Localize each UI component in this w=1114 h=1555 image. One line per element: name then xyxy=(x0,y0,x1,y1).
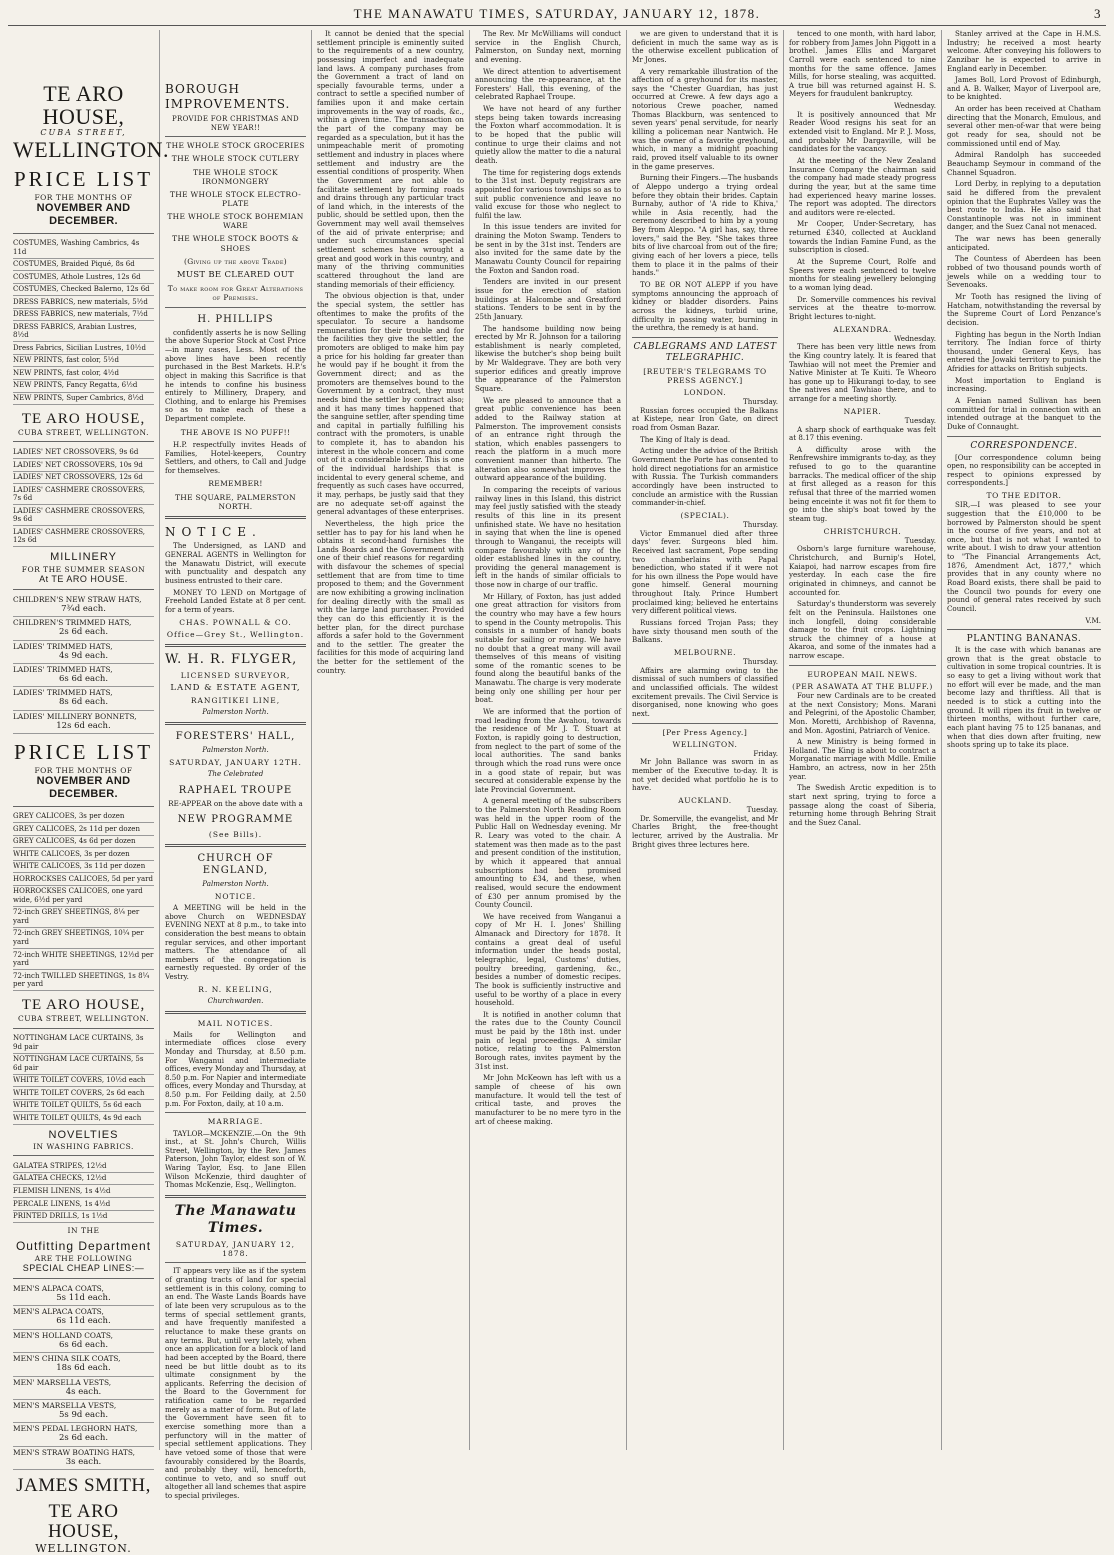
per-asawata: (PER ASAWATA AT THE BLUFF.) xyxy=(792,681,933,691)
price-item: PERCALE LINENS, 1s 4½d xyxy=(13,1198,154,1211)
outfit-item-price: 6s 11d each. xyxy=(56,1316,111,1327)
planting-bananas-heading: PLANTING BANANAS. xyxy=(966,634,1082,645)
correspondence-note: [Our correspondence column being open, no responsibility can be accepted in respect to opinions expressed by correspondents.] xyxy=(947,452,1101,488)
stock-list xyxy=(165,141,306,252)
christchurch-heading: CHRISTCHURCH. xyxy=(823,526,902,536)
rangitikei: RANGITIKEI LINE, xyxy=(190,696,281,706)
editorial-p1: It cannot be denied that the special settlement principle is eminently suited to the requirements of a new country, possessing imperfect and inadequate land laws. A company purchases from the Government a tract of land on specially favourable terms, under a contract to settle a specified number of families upon it and make certain improvements in the way of roads, &c., within a given time. The transaction on the part of the company may be regarded as a speculation, but it has the unimpeachable merit of promoting settlement and industry in places where settlement and industry are the essential conditions of prosperity. When the Government are not able to facilitate settlement by forming roads and drains through any particular tract of land which, in the interests of the public, should be settled upon, then the Government may well avail themselves of the aid of private enterprise; and under such circumstances special settlement schemes have wrought a great and good work in this country, and many of the thriving communities scattered throughout the land are standing memorials of their efficiency. xyxy=(317,29,464,289)
at-shop: At TE ARO HOUSE. xyxy=(39,573,128,584)
outfit-item-price: 5s 11d each. xyxy=(56,1292,111,1303)
outfit-item-price: 5s 9d each. xyxy=(58,1409,109,1420)
price-item: FLEMISH LINENS, 1s 4½d xyxy=(13,1185,154,1198)
outfit-item-price: 18s 6d each. xyxy=(56,1363,111,1374)
price-list-2 xyxy=(13,446,154,547)
news-p9: In comparing the receipts of various railway lines in this Island, this district may feel justly satisfied with the steady results of this line in its present unfinished state. We have no hesitation in saying that when the line is opened through to Wanganui, the receipts will compare favourably with any of the older established lines in the country, providing the general management is left in the hands of similar officials to those now in charge of our traffic. xyxy=(475,485,621,590)
price-list-1 xyxy=(13,238,154,405)
c7-p11: A Fenian named Sullivan has been committed for trial in connection with an intended outrage at the banquet to the Duke of Connaught. xyxy=(947,395,1101,431)
hat-item-label: LADIES' TRIMMED HATS, xyxy=(13,664,113,674)
c6-day-1: Wednesday. xyxy=(894,101,936,111)
price-item: WHITE TOILET QUILTS, 5s 6d each xyxy=(13,1100,154,1113)
price-item: DRESS FABRICS, new materials, 5½d xyxy=(13,296,154,309)
price-item: NOTTINGHAM LACE CURTAINS, 5s 6d pair xyxy=(13,1054,154,1075)
c5-p4: TO BE OR NOT ALEPP if you have symptoms announcing the approach of kidney or bladder disorders. Pains across the kidneys, turbid urine, difficulty in passing water, burning in the urethra, the remedy is at hand. xyxy=(632,279,778,333)
hat-item-label: LADIES' TRIMMED HATS, xyxy=(13,641,113,651)
price-item: LADIES' CASHMERE CROSSOVERS, 9s 6d xyxy=(13,505,154,526)
firm-office: Office—Grey St., Wellington. xyxy=(166,629,305,639)
washing-heading: IN WASHING FABRICS. xyxy=(33,1142,134,1152)
price-item: WHITE TOILET COVERS, 10½d each xyxy=(13,1075,154,1088)
leader-dateline: SATURDAY, JANUARY 12, 1878. xyxy=(175,1240,296,1259)
phillips-name: H. PHILLIPS xyxy=(197,313,274,325)
outfit-item-label: MEN'S ALPACA COATS, xyxy=(13,1307,104,1317)
giving-up: (Giving up the above Trade) xyxy=(183,256,288,266)
price-item: 72-inch GREY SHEETINGS, 8¼ per yard xyxy=(13,907,154,928)
land-agent: LAND & ESTATE AGENT, xyxy=(170,682,301,693)
news-p13: We have received from Wanganui a copy of Mr H. I. Jones' Shilling Almanack and Directory for 1878. It contains a great deal of useful information under the heads postal, telegraphic, legal, Customs' duties, poultry breeding, gardening, &c., besides a number of domestic recipes. The book is sufficiently instructive and useful to be worthy of a place in every household. xyxy=(475,911,621,1008)
c6-p9: A difficulty arose with the Renfrewshire immigrants to-day, as they refused to go to the quarantine barracks. The medical officer of the ship at first alleged as a reason for this refusal that three of the married women being enceinte it was not fit for them to go into the ship's boat towed by the steam tug. xyxy=(789,444,936,523)
special-l4: Victor Emmanuel died after three days' fever. Surgeons bled him. Received last sacrament, Pope sending two chamberlains with Papal benediction, who stated if it were not for his own illness the Pope would have gone himself. General mourning throughout Italy. Prince Humbert proclaimed king; believed he entertains very different political views. xyxy=(632,528,778,616)
mail-text: Mails for Wellington and intermediate offices close every Monday and Thursday, at 8.50 p.m. For Wanganui and intermediate offices, every Monday and Thursday, at 8.50 p.m. For Napier and intermediate offices, every Monday and Thursday, at 8.50 p.m. For Feilding daily, at 2.50 p.m. For Foxton, daily, at 10 a.m. xyxy=(165,1029,307,1108)
news-p3: We have not heard of any further steps being taken towards increasing the Foxton wharf accommodation. It is to be hoped that the public will continue to urge their claims and not quietly allow the matter to die a natural death. xyxy=(475,104,621,165)
news-p6: Tenders are invited in our present issue for the erection of station buildings at Halcombe and Greatford stations. Tenders to be sent in by the 25th January. xyxy=(475,277,621,321)
c7-p6: The war news has been generally anticipated. xyxy=(947,234,1101,252)
column-6-news xyxy=(784,30,942,1450)
c7-p1: Stanley arrived at the Cape in H.M.S. Industry; he received a most hearty welcome. After conveying his followers to Zanzibar he is expected to arrive in England early in December. xyxy=(947,29,1101,73)
re-appear: RE-APPEAR on the above date with a xyxy=(168,798,303,808)
news-p14: It is notified in another column that the rates due to the County Council must be paid by the 18th inst. under pain of legal proceedings. A similar notice, relating to the Palmerston Borough rates, invites payment by the 31st inst. xyxy=(475,1009,621,1071)
hat-item-label: CHILDREN'S NEW STRAW HATS, xyxy=(13,594,142,604)
price-item: NEW PRINTS, fast color, 5½d xyxy=(13,355,154,368)
column-1-advertisement xyxy=(8,30,169,1555)
price-item: 72-inch TWILLED SHEETINGS, 1s 8¼ per yard xyxy=(13,970,154,991)
must-clear: MUST BE CLEARED OUT xyxy=(176,269,295,280)
price-item: WHITE CALICOES, 3s 11d per dozen xyxy=(13,861,154,874)
newspaper-title: The Manawatu Times. xyxy=(174,1203,297,1237)
price-item: 72-inch WHITE SHEETINGS, 12½d per yard xyxy=(13,949,154,970)
price-item: PRINTED DRILLS, 1s 1½d xyxy=(13,1211,154,1224)
hat-item-price: 12s 6d each. xyxy=(56,720,111,731)
melbourne-day: Thursday. xyxy=(743,657,778,667)
price-item: HORROCKSES CALICOES, 5d per yard xyxy=(13,873,154,886)
hat-item-price: 6s 6d each. xyxy=(58,673,109,684)
outfit-item xyxy=(13,1400,154,1423)
price-item: DRESS FABRICS, Arabian Lustres, 8½d xyxy=(13,321,154,342)
for-season: FOR THE SUMMER SEASON xyxy=(21,564,146,574)
price-item: LADIES' NET CROSSOVERS, 10s 9d xyxy=(13,459,154,472)
stock-item: THE WHOLE STOCK CUTLERY xyxy=(171,154,300,164)
page-number: 3 xyxy=(1094,6,1102,21)
london-l2: The King of Italy is dead. xyxy=(640,434,731,444)
to-the-editor: TO THE EDITOR. xyxy=(986,491,1062,501)
auckland-heading: AUCKLAND. xyxy=(678,796,732,806)
outfit-item-price: 2s 6d each. xyxy=(58,1433,109,1444)
column-7-news xyxy=(942,30,1106,1450)
ad-shop-sub-3: CUBA STREET, WELLINGTON. xyxy=(17,1014,150,1024)
price-item: LADIES' NET CROSSOVERS, 12s 6d xyxy=(13,472,154,485)
hat-item-price: 8s 6d each. xyxy=(58,697,109,708)
wellington-day: Friday. xyxy=(753,748,778,758)
special-heading: (SPECIAL). xyxy=(680,510,730,520)
column-4-local-news xyxy=(470,30,627,1450)
church-notice: NOTICE. xyxy=(214,891,257,901)
wellington-l7: Mr John Ballance was sworn in as member of the Executive to-day. It is not yet decided what portfolio he is to have. xyxy=(632,757,778,793)
c6-p5: At the Supreme Court, Rolfe and Speers were each sentenced to twelve months for stealing jewellery belonging to a woman lying dead. xyxy=(789,257,936,292)
c5-p1: we are given to understand that it is deficient in much the same way as is the otherwise excellent publication of Mr Jones. xyxy=(632,29,778,64)
stock-item: THE WHOLE STOCK BOOTS & SHOES xyxy=(172,234,299,253)
outfit-item-label: MEN'S HOLLAND COATS, xyxy=(13,1330,113,1340)
price-item: GREY CALICOES, 4s 6d per dozen xyxy=(13,836,154,849)
c6-p13: A new Ministry is being formed in Holland. The King is about to contract a Morganatic marriage with Mdlle. Emilie Hambro, an actress, now in her 25th year. xyxy=(789,737,936,781)
news-p12: A general meeting of the subscribers to the Palmerston North Reading Room was held in the upper room of the Public Hall on Wednesday evening. Mr R. Leary was voted to the chair. A statement was then made as to the past and present condition of the institution, by which it appeared that annual subscriptions had been promised amounting to £34, and these, when realised, would secure the endowment of £30 per annum promised by the County Council. xyxy=(475,796,621,910)
c6-day-2: Wednesday. xyxy=(894,333,936,343)
c6-p4: Mr Cooper, Under-Secretary, has returned £340, collected at Auckland towards the Indian Famine Fund, as the subscription is closed. xyxy=(789,219,936,255)
london-l3: Acting under the advice of the British Government the Porte has consented to hold direct negotiations for an armistice with Russia. The Turkish commanders accordingly have been instructed to conclude an armistice with the Russian commander-in-chief. xyxy=(632,446,778,508)
c7-p3: An order has been received at Chatham directing that the Monarch, Emulous, and several other men-of-war that were being got ready for sea, should not be commissioned until end of May. xyxy=(947,104,1101,148)
news-p4: The time for registering dogs extends to the 31st inst. Deputy registrars are appointed for various townships so as to suit public convenience and leave no valid excuse for those who neglect to fulfil the law. xyxy=(475,167,621,220)
c7-p8: Mr Tooth has resigned the living of Hatcham, notwithstanding the reversal by the Supreme Court of Lord Penzance's decision. xyxy=(947,291,1101,327)
outfit-item-label: MEN'S PEDAL LEGHORN HATS, xyxy=(13,1424,138,1434)
price-item: Dress Fabrics, Sicilian Lustres, 10½d xyxy=(13,342,154,355)
news-p2: We direct attention to advertisement announcing the re-appearance, at the Foresters' Hall, this evening, of the celebrated Raphael Troupe. xyxy=(475,66,621,102)
letter-text: SIR,—I was pleased to see your suggestion that the £10,000 to be borrowed by Palmerston should be spent in the course of five years, and not at once, but that is not what I wanted to write about. I wish to draw your attention to "The Financial Arrangements Act, 1876, Amendment Act, 1877," which provides that in any county where no Road Board exists, there shall be paid to the Council two pounds for every one pound of general rates received by such Council. xyxy=(947,500,1101,613)
millinery-heading: MILLINERY xyxy=(50,551,117,564)
mail-heading: MAIL NOTICES. xyxy=(197,1018,274,1028)
surveyor: LICENSED SURVEYOR, xyxy=(180,670,291,680)
outfit-item xyxy=(13,1447,154,1470)
hat-item xyxy=(13,617,154,640)
napier-heading: NAPIER. xyxy=(843,406,882,416)
hat-item-label: CHILDREN'S TRIMMED HATS, xyxy=(13,618,132,628)
are-the: ARE THE FOLLOWING xyxy=(34,1253,133,1263)
news-p11: We are informed that the portion of road leading from the Awahou, towards the residence of Mr J. T. Stuart at Foxton, is rapidly going to destruction, from neglect to the part of some of the local authorities. The sand banks through which the road runs were once in a good state of repair, but was secured at considerable expense by the late Provincial Government. xyxy=(475,707,621,794)
ad-shop-name-3: TE ARO HOUSE, xyxy=(21,997,146,1014)
c6-p10: Osborn's large furniture warehouse, Christchurch, and Burnip's Hotel, Kaiapoi, had narrow escapes from fire yesterday. In each case the fire originated in chimneys, and cannot be accounted for. xyxy=(789,544,936,597)
no-puff: THE ABOVE IS NO PUFF!! xyxy=(180,427,291,437)
column-2-notices xyxy=(160,30,312,1501)
c6-day-3: Tuesday. xyxy=(904,415,936,425)
outfit-item xyxy=(13,1330,154,1353)
news-p1: The Rev. Mr McWilliams will conduct service in the English Church, Palmerston, on Sunday next, morning and evening. xyxy=(475,29,621,64)
c7-p10: Most importation to England is increasing. xyxy=(947,375,1101,394)
hat-item-label: LADIES' TRIMMED HATS, xyxy=(13,688,113,698)
c6-p3: At the meeting of the New Zealand Insurance Company the chairman said the company had made steady progress during the year, but at the same time had experienced heavy marine losses. The report was adopted. The directors and auditors were re-elected. xyxy=(789,155,936,217)
price-item: GALATEA CHECKS, 12½d xyxy=(13,1173,154,1186)
c6-p7: There has been very little news from the King country lately. It is feared that Tawhiao will not meet the Premier and Native Minister at Te Kuiti. Te Wheoro has gone up to Hikurangi to-day, to see the natives and Tawhiao there, and to arrange for a meeting shortly. xyxy=(789,342,936,404)
c6-p8: A sharp shock of earthquake was felt at 8.17 this evening. xyxy=(789,424,936,443)
remember: REMEMBER! xyxy=(208,479,263,489)
melbourne-l6: Affairs are alarming owing to the dismissal of such numbers of classified and unclassified officials. The wildest excitement prevails. The Civil Service is disorganised, none knowing who goes next. xyxy=(632,665,778,718)
c6-p12: Four new Cardinals are to be created at the next Consistory; Mons. Marani and Pelegrini, of the Apostolic Chamber, Mon. Moretti, Archbishop of Ravenna, and Mon. Agostini, Patriarch of Venice. xyxy=(789,690,936,735)
outfit-item-price: 4s each. xyxy=(65,1386,102,1397)
outfit-item-label: MEN'S ALPACA COATS, xyxy=(13,1283,104,1293)
news-p8: We are pleased to announce that a great public convenience has been added to the Railway station at Palmerston. The improvement consists of an entrance right through the station, which enables passengers to reach the platform in a much more convenient manner than hitherto. The alteration also somewhat improves the outward appearance of the building. xyxy=(475,395,621,483)
hat-item xyxy=(13,711,154,734)
proprietor-name: JAMES SMITH, xyxy=(16,1475,151,1497)
foresters-sub: Palmerston North. xyxy=(202,745,269,755)
outfit-item xyxy=(13,1423,154,1446)
special-lines: SPECIAL CHEAP LINES:— xyxy=(22,1262,145,1273)
c7-p9: Fighting has begun in the North Indian territory. The Indian force of thirty thousand, under General Keys, has entered the Jowaki territory to punish the Afridies for attacks on British subjects. xyxy=(947,329,1101,374)
new-programme: NEW PROGRAMME xyxy=(177,814,294,826)
stock-item: THE WHOLE STOCK IRONMONGERY xyxy=(193,167,278,186)
news-p7: The handsome building now being erected by Mr R. Johnson for a tailoring establishment is nearly completed, likewise the butcher's shop being built by Mr Waldegrave. They are both very superior edifices and greatly improve the appearance of the Palmerston Square. xyxy=(475,323,621,393)
outfit-item-price: 3s each. xyxy=(65,1456,102,1467)
price-list-heading-2: PRICE LIST xyxy=(13,740,154,765)
ad-street: CUBA STREET, xyxy=(40,128,127,138)
price-item: COSTUMES, Checked Balerno, 12s 6d xyxy=(13,284,154,297)
c6-day-4: Tuesday. xyxy=(904,535,936,545)
price-list-5 xyxy=(13,1160,154,1223)
price-item: NEW PRINTS, Super Cambrics, 8½d xyxy=(13,393,154,406)
months-heading: NOVEMBER AND DECEMBER. xyxy=(36,201,131,228)
outfit-item xyxy=(13,1306,154,1329)
c6-p11: Saturday's thunderstorm was severely felt on the Peninsula. Hailstones one inch longfell, doing considerable damage to the fruit crops. Lightning struck the chimney of a house at Akaroa, and some of the inmates had a narrow escape. xyxy=(789,599,936,661)
price-item: LADIES' NET CROSSOVERS, 9s 6d xyxy=(13,446,154,459)
wellington-heading: WELLINGTON. xyxy=(672,739,738,749)
news-p5: In this issue tenders are invited for draining the Moton Swamp. Tenders to be sent in by the 31st inst. Tenders are also invited for the same date by the Manawatu County Council for repairing the Foxton and Sandon road. xyxy=(475,222,621,275)
price-list-heading: PRICE LIST xyxy=(13,167,154,192)
see-bills: (See Bills). xyxy=(208,829,263,839)
c6-p14: The Swedish Arctic expedition is to start next spring, trying to force a passage along the coast of Siberia, returning home through Behring Strait and the Suez Canal. xyxy=(789,783,936,827)
outfit-item xyxy=(13,1377,154,1400)
reuter-note: [REUTER'S TELEGRAMS TO PRESS AGENCY.] xyxy=(643,366,767,385)
c6-p6: Dr. Somerville commences his revival services at the theatre to-morrow. Bright lectures to-night. xyxy=(789,294,936,321)
price-item: NEW PRINTS, fast color, 4½d xyxy=(13,367,154,380)
notice-text: The Undersigned, as LAND and GENERAL AGENTS in Wellington for the Manawatu District, will execute with punctuality and despatch any business entrusted to their care. xyxy=(165,541,306,586)
special-day: Thursday. xyxy=(743,519,778,529)
c7-p7: The Countess of Aberdeen has been robbed of two thousand pounds worth of jewels while on a wedding tour to Sevenoaks. xyxy=(947,254,1101,290)
hat-item-price: 4s 9d each. xyxy=(58,650,109,661)
money-text: MONEY TO LEND on Mortgage of Freehold Landed Estate at 8 per cent. for a term of years. xyxy=(165,587,306,614)
price-item: GREY CALICOES, 3s per dozen xyxy=(13,811,154,824)
church-sub: Palmerston North. xyxy=(202,879,269,889)
stock-item: THE WHOLE STOCK GROCERIES xyxy=(166,141,305,151)
price-item: GREY CALICOES, 2s 11d per dozen xyxy=(13,823,154,836)
london-day-1: Thursday. xyxy=(743,397,778,407)
c7-p4: Admiral Randolph has succeeded Beauchamp Seymour in command of the Channel Squadron. xyxy=(947,150,1101,177)
stock-item: THE WHOLE STOCK BOHEMIAN WARE xyxy=(167,212,304,231)
outfitting-heading: Outfitting Department xyxy=(15,1239,152,1254)
price-list-4 xyxy=(13,1033,154,1125)
hat-item xyxy=(13,664,154,687)
alexandra-heading: ALEXANDRA. xyxy=(833,324,892,334)
price-item: COSTUMES, Athole Lustres, 12s 6d xyxy=(13,271,154,284)
editorial-p3: Nevertheless, the high price the settler has to pay for his land when he obtains it second-hand furnishes the Lands Boards and the Government with one of their chief reasons for regarding with disfavour the schemes of special settlement that are from time to time proposed to them; and the Government are now exhibiting a growing inclination for dealing directly with the small as with the large land purchaser. Provided they can do this efficiently it is the better plan, for the direct purchase affords a safer hold to the Government and to the settler. The greater the facilities for this mode of acquiring land the better for the settlement of the country. xyxy=(317,518,464,675)
news-p10: Mr Hillary, of Foxton, has just added one great attraction for visitors from the country who may have a few hours to spend in the County metropolis. This consists in a number of handy boats suitable for sailing or rowing. We have no doubt that a great many will avail themselves of this means of visiting some of the romantic scenes to be found along the beautiful banks of the Manawatu. The charge is very moderate being only one shilling per hour per boat. xyxy=(475,591,621,705)
hat-item-price: 2s 6d each. xyxy=(58,627,109,638)
leader-text: IT appears very like as if the system of granting tracts of land for special settlement is in this colony, coming to an end. The Waste Lands Boards have of late been very scrupulous as to the terms of special settlement grants, and have frequently manifested a reluctance to make these grants on any terms. But, until very lately, when once an application for a block of land had been accepted by the Board, there need be but little doubt as to its ultimate consignment by the applicants. Referring the decision of the Board to the Government for ratification came to be regarded merely as a matter of form. But of late the Government have seen fit to exercise something more than a perfunctory will in the matter of special settlement applications. They have vetoed some of those that were favourably considered by the Boards, and probably they will, henceforth, continue to veto, and so snuff out altogether all land schemes that aspire to special privileges. xyxy=(165,1266,306,1501)
outfit-item-label: MEN'S STRAW BOATING HATS, xyxy=(13,1447,135,1457)
c6-p2: It is positively announced that Mr Reader Wood resigns his seat for an extended visit to England. Mr P. J. Moss, and probably Mr Dargaville, will be candidates for the vacancy. xyxy=(789,109,936,154)
outfit-item-label: MEN'S CHINA SILK COATS, xyxy=(13,1354,121,1364)
outfit-item-label: MEN'S MARSELLA VESTS, xyxy=(13,1400,117,1410)
hat-item xyxy=(13,594,154,617)
hat-item-price: 7¾d each. xyxy=(61,603,106,614)
palmerston: Palmerston North. xyxy=(202,707,269,717)
raphael-troupe: RAPHAEL TROUPE xyxy=(178,784,293,796)
c6-p1: tenced to one month, with hard labor, for robbery from James John Piggott in a brothel. James Ellis and Margaret Carroll were each sentenced to nine months for the same offence. James Mills, for horse stealing, was acquitted. A true bill was returned against H. S. Meyers for fraudulent bankruptcy. xyxy=(789,29,936,99)
price-item: GALATEA STRIPES, 12½d xyxy=(13,1160,154,1173)
square-address: THE SQUARE, PALMERSTON NORTH. xyxy=(174,492,297,511)
column-3-editorial xyxy=(312,30,470,1450)
london-l1: Russian forces occupied the Balkans at Kistepe, near Iron Gate, on direct road from Osman Bazar. xyxy=(632,405,778,433)
editorial-p2: The obvious objection is that, under the special system, the settler has oftentimes to make the profits of the speculator. To secure a handsome remuneration for their trouble and for the facilities they give the settler, the promoters are obliged to make him pay a price for his holding far greater than he would pay if he bought it from the Government direct; and as the promoters are themselves bound to the Government by a contract, they must needs bind the settler by contract also; and it has many times happened that the sanguine settler, after spending time and capital in partially fulfilling his contract with the promoters, is unable to complete it, has to abandon his interest in the whole concern and come out of it a considerable loser. This is one of the individual hardships that is incidental to every general scheme, and frequently as such cases have occurred, it may, perhaps, be justly said that they are no adequate set-off against the general advantages of these enterprises. xyxy=(317,291,464,517)
correspondence-heading: CORRESPONDENCE. xyxy=(970,440,1078,451)
for-months-2: FOR THE MONTHS OF xyxy=(34,765,133,775)
flyger-name: W. H. R. FLYGER, xyxy=(165,651,298,667)
price-item: 72-inch GREY SHEETINGS, 10¼ per yard xyxy=(13,928,154,949)
ad-shop-sub-2: CUBA STREET, WELLINGTON. xyxy=(17,428,150,438)
masthead-title: THE MANAWATU TIMES, SATURDAY, JANUARY 12, 1878. xyxy=(353,6,761,21)
price-item: NEW PRINTS, Fancy Regatta, 6½d xyxy=(13,380,154,393)
for-months: FOR THE MONTHS OF xyxy=(34,192,133,202)
c7-p2: James Boll, Lord Provost of Edinburgh, and A. B. Walker, Mayor of Liverpool are, to be knighted. xyxy=(947,75,1101,102)
price-item: LADIES' CASHMERE CROSSOVERS, 12s 6d xyxy=(13,526,154,547)
column-5-telegraphic xyxy=(627,30,784,1450)
marriage-text: TAYLOR—MCKENZIE.—On the 9th inst., at St. John's Church, Willis Street, Wellington, by the Rev. James Paterson, John Taylor, eldest son of W. Waring Taylor, Esq. to Jane Ellen Wilson McKenzie, third daughter of Thomas McKenzie, Esq., Wellington. xyxy=(165,1128,306,1190)
price-item: NOTTINGHAM LACE CURTAINS, 3s 9d pair xyxy=(13,1033,154,1054)
proprietor-shop: TE ARO HOUSE, xyxy=(47,1501,120,1542)
hat-item xyxy=(13,687,154,710)
provide-subheading: PROVIDE FOR CHRISTMAS AND NEW YEAR!! xyxy=(172,115,299,132)
price-item: WHITE TOILET QUILTS, 4s 9d each xyxy=(13,1112,154,1125)
ad-city: WELLINGTON. xyxy=(13,136,169,162)
ad-shop-name: TE ARO HOUSE, xyxy=(42,81,125,130)
outfit-item xyxy=(13,1353,154,1376)
hat-item xyxy=(13,641,154,664)
months-heading-2: NOVEMBER AND DECEMBER. xyxy=(36,774,131,801)
letter-signature: V.M. xyxy=(1085,615,1101,625)
outfit-item xyxy=(13,1283,154,1306)
meeting-text: A MEETING will be held in the above Church on WEDNESDAY EVENING NEXT at 8 p.m., to take into consideration the best means to obtain regular services, and other important matters. The attendance of all members of the congregation is earnestly requested. By order of the Vestry. xyxy=(165,902,306,982)
bananas-text: It is the case with which bananas are grown that is the great obstacle to cultivation in some tropical countries. It is so easy to get a living without work that no effort will ever be made, and the man become lazy and thriftless. All that is needed is to stick a cutting into the ground. It will ripen its fruit in twelve or thirteen months, without further care, each plant having 75 to 125 bananas, and when that dies down after fruiting, new shoots spring up to take its place. xyxy=(947,645,1101,750)
c7-p5: Lord Derby, in replying to a deputation said he differed from the prevalent opinion that the Euphrates Valley was the best route to India. He also said that Constantinople was not in imminent danger, and the Suez Canal not menaced. xyxy=(947,179,1101,232)
in-the: IN THE xyxy=(67,1226,100,1236)
price-item: COSTUMES, Braided Piqué, 8s 6d xyxy=(13,259,154,272)
melbourne-heading: MELBOURNE. xyxy=(673,647,737,657)
price-item: HORROCKSES CALICOES, one yard wide, 6½d per yard xyxy=(13,886,154,907)
price-item: LADIES' CASHMERE CROSSOVERS, 7s 6d xyxy=(13,484,154,505)
price-list-3 xyxy=(13,811,154,992)
stock-item: THE WHOLE STOCK ELECTRO-PLATE xyxy=(169,189,302,209)
vicar: R. N. KEELING, xyxy=(198,984,273,994)
price-item: WHITE CALICOES, 3s per dozen xyxy=(13,848,154,861)
auckland-l8: Dr. Somerville, the evangelist, and Mr Charles Bright, the free-thought lecturer, arrived by the Australia. Mr Bright gives three lectures here. xyxy=(632,813,778,849)
make-room: To make room for Great Alterations of Premises. xyxy=(167,284,304,303)
vicar-sub: Churchwarden. xyxy=(207,995,264,1005)
price-item: WHITE TOILET COVERS, 2s 6d each xyxy=(13,1087,154,1100)
european-mail-heading: EUROPEAN MAIL NEWS. xyxy=(807,669,918,679)
auckland-day: Tuesday. xyxy=(746,805,778,815)
c5-p2: A very remarkable illustration of the affection of a greyhound for its master, says the "Chester Guardian, has just occurred at Crewe. A few days ago a notorious Crewe poacher, named Thomas Blackburn, was sentenced to seven years' penal servitude, for nearly killing a policeman near Nantwich. He was the owner of a favorite greyhound, which, in many a midnight poaching raid, proved itself valuable to its owner in the game preserves. xyxy=(632,66,778,171)
cablegrams-heading: CABLEGRAMS AND LATEST TELEGRAPHIC. xyxy=(633,341,777,363)
proprietor-city: WELLINGTON. xyxy=(35,1541,132,1555)
news-p15: Mr John McKeown has left with us a sample of cheese of his own manufacture. It would tell the test of critical taste, and proves the manufacturer to be no mere tyro in the art of cheese making. xyxy=(475,1073,621,1126)
outfit-item-price: 6s 6d each. xyxy=(58,1339,109,1350)
price-item: DRESS FABRICS, new materials, 7½d xyxy=(13,309,154,322)
hats-list xyxy=(13,594,154,734)
foresters-hall: FORESTERS' HALL, xyxy=(175,731,296,743)
outfit-item-label: MEN' MARSELLA VESTS, xyxy=(13,1377,112,1387)
price-item: COSTUMES, Washing Cambrics, 4s 11d xyxy=(13,238,154,259)
celebrated: The Celebrated xyxy=(207,769,264,778)
hat-item-label: LADIES' MILLINERY BONNETS, xyxy=(13,711,137,721)
london-heading: LONDON. xyxy=(683,388,727,397)
special-l5: Russians forced Trojan Pass; they have sixty thousand men south of the Balkans. xyxy=(632,618,778,645)
borough-improvements-heading: BOROUGH IMPROVEMENTS. xyxy=(165,82,291,111)
phillips-text: confidently asserts he is now Selling the above Superior Stock at Cost Price—in many cases, Less. Most of the above lines have been recently purchased in the Best Markets. H.P.'s object in making this Sacrifice is that he intends to confine his business entirely to Millinery, Drapery, and Clothing, and to enlarge his Premises so as to make each of these a Department complete. xyxy=(165,327,306,424)
respect-text: H.P. respectfully invites Heads of Families, Hotel-keepers, Country Settlers, and others, to Call and Judge for themselves. xyxy=(165,439,306,475)
press-agency: [Per Press Agency.] xyxy=(662,727,748,737)
notice-heading: NOTICE. xyxy=(165,524,262,539)
firm-name: CHAS. POWNALL & CO. xyxy=(179,617,292,627)
church-heading: CHURCH OF ENGLAND, xyxy=(197,852,274,876)
outfitting-list xyxy=(13,1283,154,1470)
marriage-heading: MARRIAGE. xyxy=(207,1117,264,1127)
c5-p3: Burning their Fingers.—The husbands of Aleppo undergo a trying ordeal before they obtain their brides. Captain Burnaby, author of 'A ride to Khiva,' while in Asia recently, had the ceremony described to him by a young Bey from Aleppo. "A girl has, say, three lovers," said the Bey. "She takes three bits of live charcoal from out of the fire; giving each of her lovers a piece, tells them to place it in the palms of their hands." xyxy=(632,173,778,278)
saturday: SATURDAY, JANUARY 12TH. xyxy=(169,757,302,767)
novelties-heading: NOVELTIES xyxy=(48,1128,119,1141)
masthead xyxy=(8,6,1106,26)
ad-shop-name-2: TE ARO HOUSE, xyxy=(21,411,146,428)
